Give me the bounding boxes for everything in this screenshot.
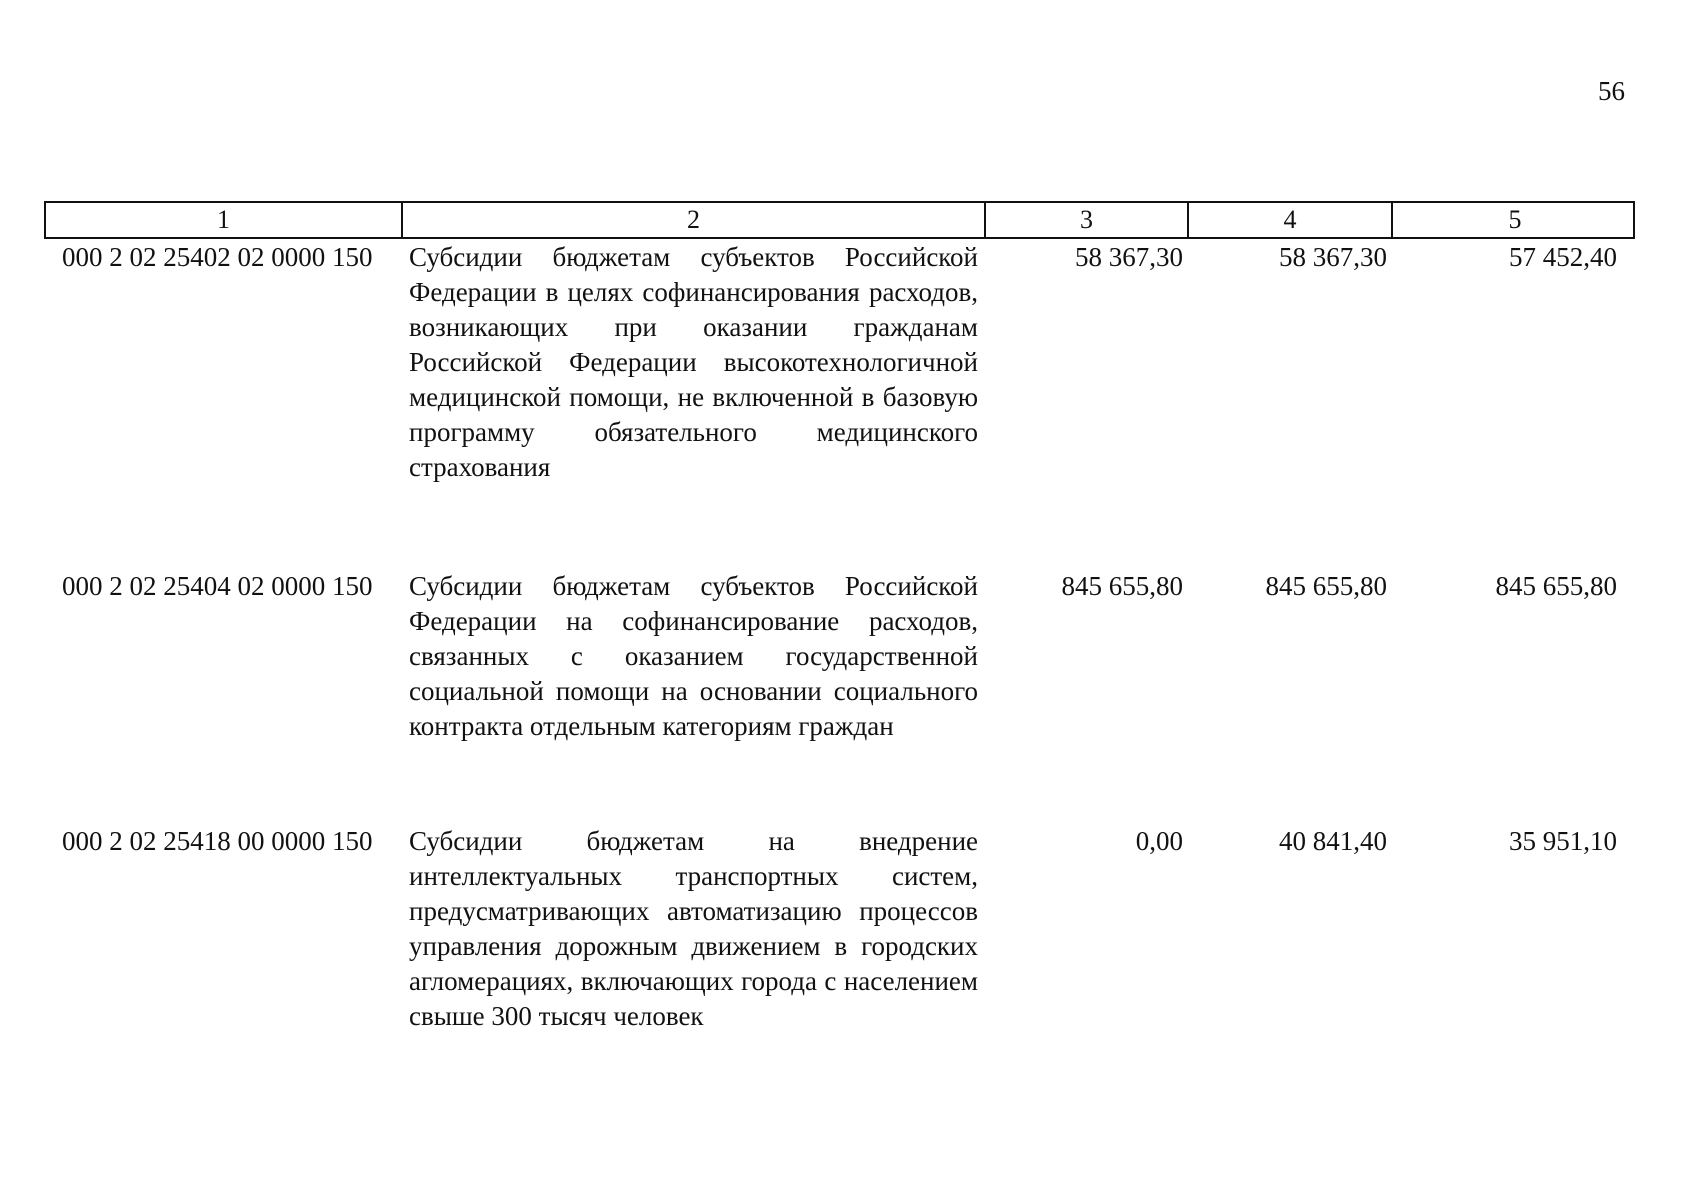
value-col-4: 845 655,80 <box>1265 571 1387 601</box>
value-col-5: 35 951,10 <box>1509 826 1617 856</box>
column-header-2: 2 <box>403 203 986 237</box>
value-col-5: 57 452,40 <box>1509 242 1617 272</box>
budget-code: 000 2 02 25418 00 0000 150 <box>62 826 373 856</box>
row-description: Субсидии бюджетам на внедрение интеллектуальных транспортных систем, предусматривающих автоматизацию процессов управления дорожным движением в городских агломерациях, включающих города с населением свыше 300 тысяч человек <box>409 826 978 1031</box>
budget-code: 000 2 02 25404 02 0000 150 <box>62 571 373 601</box>
row-description: Субсидии бюджетам субъектов Российской Федерации на софинансирование расходов, связанных с оказанием государственной социальной помощи на основании социального контракта отдельным категориям граждан <box>409 571 978 741</box>
column-header-5: 5 <box>1508 205 1522 234</box>
table-header <box>44 201 1635 239</box>
table-row <box>44 569 1635 744</box>
table-row <box>44 824 1635 1034</box>
value-col-5: 845 655,80 <box>1495 571 1617 601</box>
value-col-4: 40 841,40 <box>1279 826 1387 856</box>
value-col-3: 845 655,80 <box>1061 571 1183 601</box>
table-row <box>44 240 1635 485</box>
budget-code: 000 2 02 25402 02 0000 150 <box>62 242 373 272</box>
column-header-3: 3 <box>986 203 1189 237</box>
column-header-1: 1 <box>46 203 403 237</box>
page-number: 56 <box>1598 76 1625 106</box>
column-header-4: 4 <box>1189 203 1393 237</box>
row-description: Субсидии бюджетам субъектов Российской Федерации в целях софинансирования расходов, возникающих при оказании гражданам Российской Федерации высокотехнологичной медицинской помощи, не включенной в базовую программу обязательного медицинского страхования <box>409 242 978 482</box>
value-col-3: 58 367,30 <box>1075 242 1183 272</box>
value-col-3: 0,00 <box>1135 826 1183 856</box>
value-col-4: 58 367,30 <box>1279 242 1387 272</box>
